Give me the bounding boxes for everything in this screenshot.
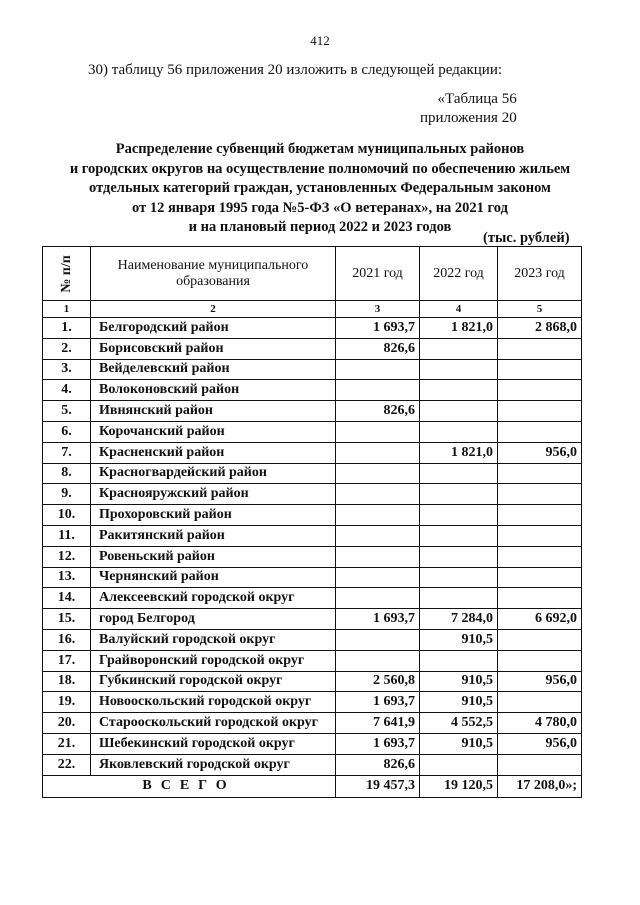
value-2022 [420, 359, 498, 380]
value-2021 [336, 505, 420, 526]
index-cell: 1 [43, 301, 91, 318]
header-num: № п/п [43, 247, 91, 301]
row-number: 18. [43, 671, 91, 692]
row-number: 7. [43, 442, 91, 463]
municipality-name: Волоконовский район [91, 380, 336, 401]
row-number: 9. [43, 484, 91, 505]
title-line: Распределение субвенций бюджетам муниципальных районов [115, 141, 525, 157]
value-2022: 4 552,5 [420, 713, 498, 734]
value-2023 [498, 692, 582, 713]
value-2023 [498, 463, 582, 484]
table-row [43, 609, 582, 630]
municipality-name: Яковлевский городской округ [91, 754, 336, 775]
municipality-name: Корочанский район [91, 421, 336, 442]
header-name: Наименование муниципального образования [91, 247, 336, 301]
value-2023 [498, 338, 582, 359]
value-2021: 826,6 [336, 754, 420, 775]
municipality-name: Ракитянский район [91, 525, 336, 546]
table-ref-line: «Таблица 56 [437, 91, 517, 107]
table-row [43, 546, 582, 567]
table-row [43, 629, 582, 650]
row-number: 11. [43, 525, 91, 546]
municipality-name: Ивнянский район [91, 401, 336, 422]
value-2021 [336, 650, 420, 671]
value-2021 [336, 463, 420, 484]
value-2022: 910,5 [420, 671, 498, 692]
value-2021: 826,6 [336, 338, 420, 359]
row-number: 13. [43, 567, 91, 588]
table-row [43, 588, 582, 609]
municipality-name: Грайворонский городской округ [91, 650, 336, 671]
row-number: 22. [43, 754, 91, 775]
value-2022: 910,5 [420, 629, 498, 650]
value-2022 [420, 546, 498, 567]
value-2022 [420, 505, 498, 526]
value-2023 [498, 650, 582, 671]
value-2021: 1 693,7 [336, 692, 420, 713]
total-label: ВСЕГО [43, 775, 336, 797]
index-row [43, 301, 582, 318]
row-number: 19. [43, 692, 91, 713]
header-2021: 2021 год [336, 247, 420, 301]
row-number: 8. [43, 463, 91, 484]
municipality-name: город Белгород [91, 609, 336, 630]
row-number: 14. [43, 588, 91, 609]
row-number: 21. [43, 733, 91, 754]
municipality-name: Чернянский район [91, 567, 336, 588]
row-number: 12. [43, 546, 91, 567]
value-2021: 1 693,7 [336, 609, 420, 630]
value-2023 [498, 421, 582, 442]
value-2023 [498, 588, 582, 609]
subvention-table [42, 246, 582, 798]
total-2022: 19 120,5 [420, 775, 498, 797]
table-row [43, 713, 582, 734]
value-2022: 910,5 [420, 733, 498, 754]
index-cell: 4 [420, 301, 498, 318]
municipality-name: Старооскольский городской округ [91, 713, 336, 734]
value-2022 [420, 484, 498, 505]
row-number: 16. [43, 629, 91, 650]
value-2023: 956,0 [498, 442, 582, 463]
row-number: 20. [43, 713, 91, 734]
title-line: от 12 января 1995 года №5-ФЗ «О ветеранах», на 2021 год [132, 199, 508, 216]
table-row [43, 442, 582, 463]
row-number: 15. [43, 609, 91, 630]
value-2022: 1 821,0 [420, 318, 498, 339]
municipality-name: Борисовский район [91, 338, 336, 359]
value-2023 [498, 380, 582, 401]
table-row [43, 421, 582, 442]
total-row [43, 775, 582, 797]
row-number: 6. [43, 421, 91, 442]
row-number: 4. [43, 380, 91, 401]
municipality-name: Новооскольский городской округ [91, 692, 336, 713]
municipality-name: Губкинский городской округ [91, 671, 336, 692]
title-line: и на плановый период 2022 и 2023 годов [188, 219, 452, 235]
municipality-name: Алексеевский городской округ [91, 588, 336, 609]
value-2022 [420, 588, 498, 609]
value-2022 [420, 421, 498, 442]
row-number: 17. [43, 650, 91, 671]
value-2023: 2 868,0 [498, 318, 582, 339]
index-cell: 5 [498, 301, 582, 318]
title-line: и городских округов на осуществление полномочий по обеспечению жильем [69, 160, 571, 177]
municipality-name: Белгородский район [91, 318, 336, 339]
value-2023: 6 692,0 [498, 609, 582, 630]
row-number: 3. [43, 359, 91, 380]
value-2021 [336, 380, 420, 401]
header-2022: 2022 год [420, 247, 498, 301]
municipality-name: Краснояружский район [91, 484, 336, 505]
value-2022 [420, 463, 498, 484]
row-number: 1. [43, 318, 91, 339]
value-2021 [336, 421, 420, 442]
page-number: 412 [310, 33, 330, 48]
value-2023 [498, 525, 582, 546]
index-cell: 2 [91, 301, 336, 318]
value-2021: 2 560,8 [336, 671, 420, 692]
value-2023 [498, 567, 582, 588]
table-row [43, 692, 582, 713]
value-2023: 4 780,0 [498, 713, 582, 734]
value-2023 [498, 484, 582, 505]
value-2022 [420, 754, 498, 775]
total-2021: 19 457,3 [336, 775, 420, 797]
header-row [43, 247, 582, 301]
table-row [43, 567, 582, 588]
municipality-name: Красненский район [91, 442, 336, 463]
value-2022: 1 821,0 [420, 442, 498, 463]
value-2021 [336, 442, 420, 463]
table-row [43, 671, 582, 692]
units-label: (тыс. рублей) [483, 230, 570, 246]
title-line: отдельных категорий граждан, установленных Федеральным законом [89, 180, 551, 196]
table-row [43, 733, 582, 754]
total-2023: 17 208,0»; [498, 775, 582, 797]
value-2021 [336, 546, 420, 567]
municipality-name: Шебекинский городской округ [91, 733, 336, 754]
value-2021 [336, 525, 420, 546]
document-title [30, 140, 610, 238]
index-cell: 3 [336, 301, 420, 318]
table-row [43, 359, 582, 380]
value-2022 [420, 525, 498, 546]
table-row [43, 318, 582, 339]
value-2023: 956,0 [498, 671, 582, 692]
value-2022 [420, 567, 498, 588]
value-2021: 826,6 [336, 401, 420, 422]
municipality-name: Прохоровский район [91, 505, 336, 526]
value-2022 [420, 338, 498, 359]
table-row [43, 338, 582, 359]
value-2021: 1 693,7 [336, 733, 420, 754]
value-2021 [336, 567, 420, 588]
table-row [43, 380, 582, 401]
table-row [43, 401, 582, 422]
value-2022: 910,5 [420, 692, 498, 713]
intro-paragraph: 30) таблицу 56 приложения 20 изложить в следующей редакции: [88, 62, 503, 78]
table-row [43, 525, 582, 546]
value-2022 [420, 380, 498, 401]
value-2022: 7 284,0 [420, 609, 498, 630]
table-reference [420, 90, 517, 128]
header-2023: 2023 год [498, 247, 582, 301]
municipality-name: Красногвардейский район [91, 463, 336, 484]
row-number: 2. [43, 338, 91, 359]
row-number: 5. [43, 401, 91, 422]
value-2021 [336, 629, 420, 650]
value-2023: 956,0 [498, 733, 582, 754]
value-2023 [498, 401, 582, 422]
value-2021: 1 693,7 [336, 318, 420, 339]
row-number: 10. [43, 505, 91, 526]
value-2022 [420, 401, 498, 422]
value-2023 [498, 505, 582, 526]
value-2021 [336, 588, 420, 609]
value-2023 [498, 754, 582, 775]
table-row [43, 754, 582, 775]
municipality-name: Вейделевский район [91, 359, 336, 380]
municipality-name: Ровеньский район [91, 546, 336, 567]
municipality-name: Валуйский городской округ [91, 629, 336, 650]
table-row [43, 650, 582, 671]
value-2021 [336, 359, 420, 380]
value-2023 [498, 629, 582, 650]
value-2021: 7 641,9 [336, 713, 420, 734]
table-row [43, 505, 582, 526]
value-2023 [498, 546, 582, 567]
value-2023 [498, 359, 582, 380]
value-2022 [420, 650, 498, 671]
table-ref-line: приложения 20 [420, 110, 517, 126]
table-row [43, 463, 582, 484]
value-2021 [336, 484, 420, 505]
table-row [43, 484, 582, 505]
